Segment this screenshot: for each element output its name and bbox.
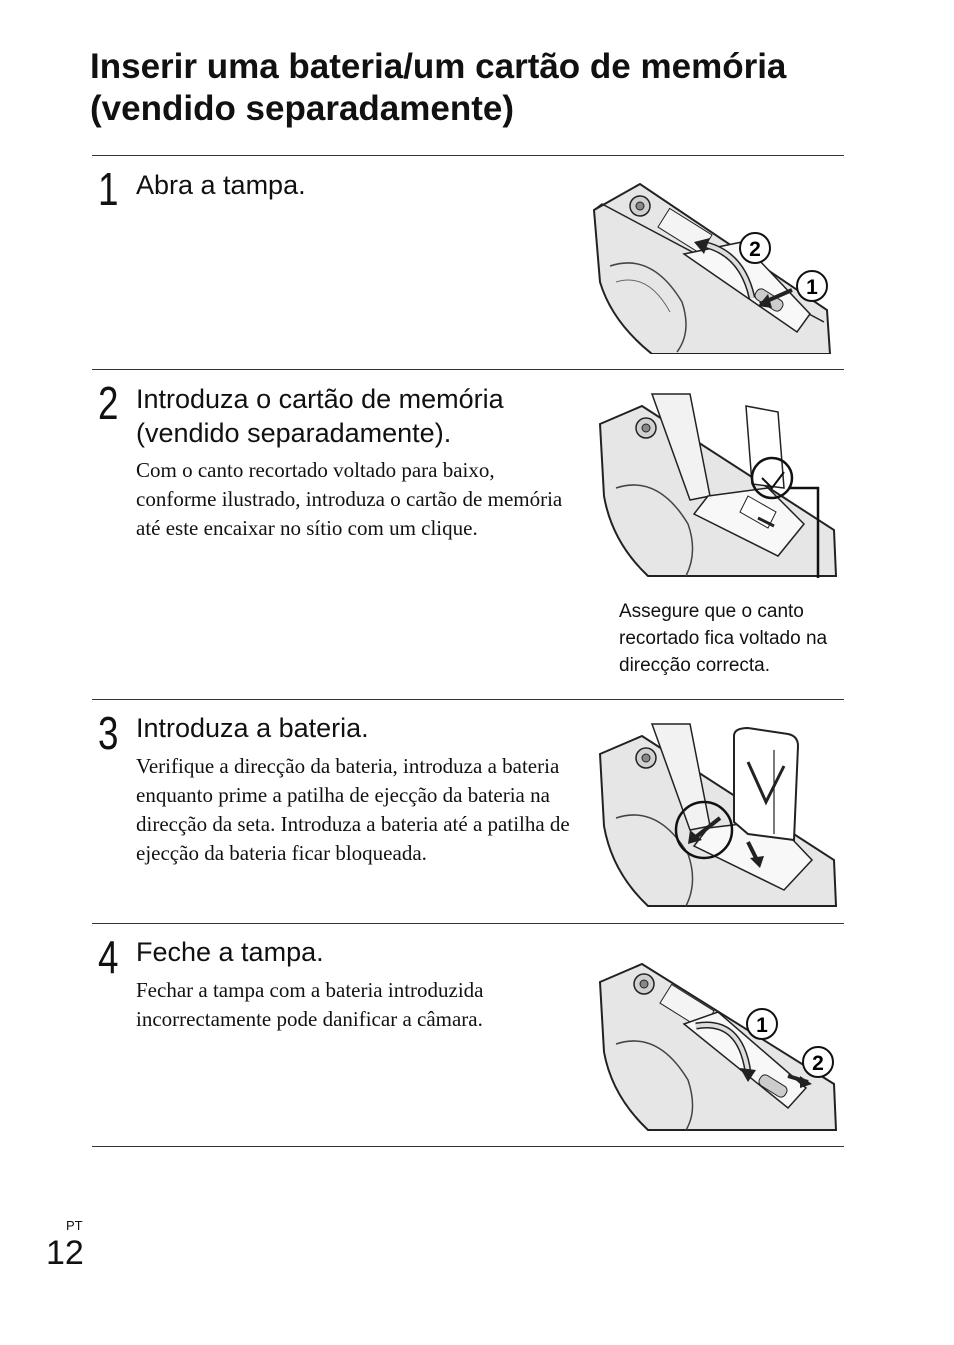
camera-open-cover-illustration [592, 182, 832, 354]
callout-two: 2 [812, 1052, 824, 1075]
step-body: Verifique a direcção da bateria, introduza a bateria enquanto prime a patilha de ejecção da bateria na direcção da seta. Introduza a bateria até a patilha de ejecção da bateria ficar bloqueada. [136, 754, 570, 865]
divider [92, 923, 844, 924]
step-number: 3 [98, 707, 119, 759]
divider [92, 1146, 844, 1147]
card-orientation-note: Assegure que o canto recortado fica voltado na direcção correcta. [619, 601, 828, 676]
divider [92, 369, 844, 370]
step-heading: Feche a tampa. [136, 937, 324, 967]
page-title: Inserir uma bateria/um cartão de memória (vendido separadamente) [90, 47, 787, 128]
step-body: Com o canto recortado voltado para baixo, conforme ilustrado, introduza o cartão de memória até este encaixar no sítio com um clique. [136, 458, 563, 540]
step-number: 1 [98, 163, 119, 215]
step-number: 2 [98, 377, 119, 429]
callout-one: 1 [806, 276, 818, 299]
language-code: PT [66, 1218, 83, 1233]
step-heading: Introduza o cartão de memória (vendido separadamente). [136, 384, 504, 448]
camera-insert-battery-illustration [598, 722, 838, 910]
step-number: 4 [98, 931, 119, 983]
callout-one: 1 [756, 1014, 768, 1037]
callout-two: 2 [749, 238, 761, 261]
divider [92, 155, 844, 156]
divider [92, 699, 844, 700]
step-heading: Introduza a bateria. [136, 713, 369, 743]
step-body: Fechar a tampa com a bateria introduzida incorrectamente pode danificar a câmara. [136, 978, 484, 1031]
page-number: 12 [46, 1234, 84, 1272]
camera-insert-card-illustration [598, 392, 838, 580]
step-heading: Abra a tampa. [136, 170, 306, 200]
camera-close-cover-illustration [598, 960, 838, 1132]
